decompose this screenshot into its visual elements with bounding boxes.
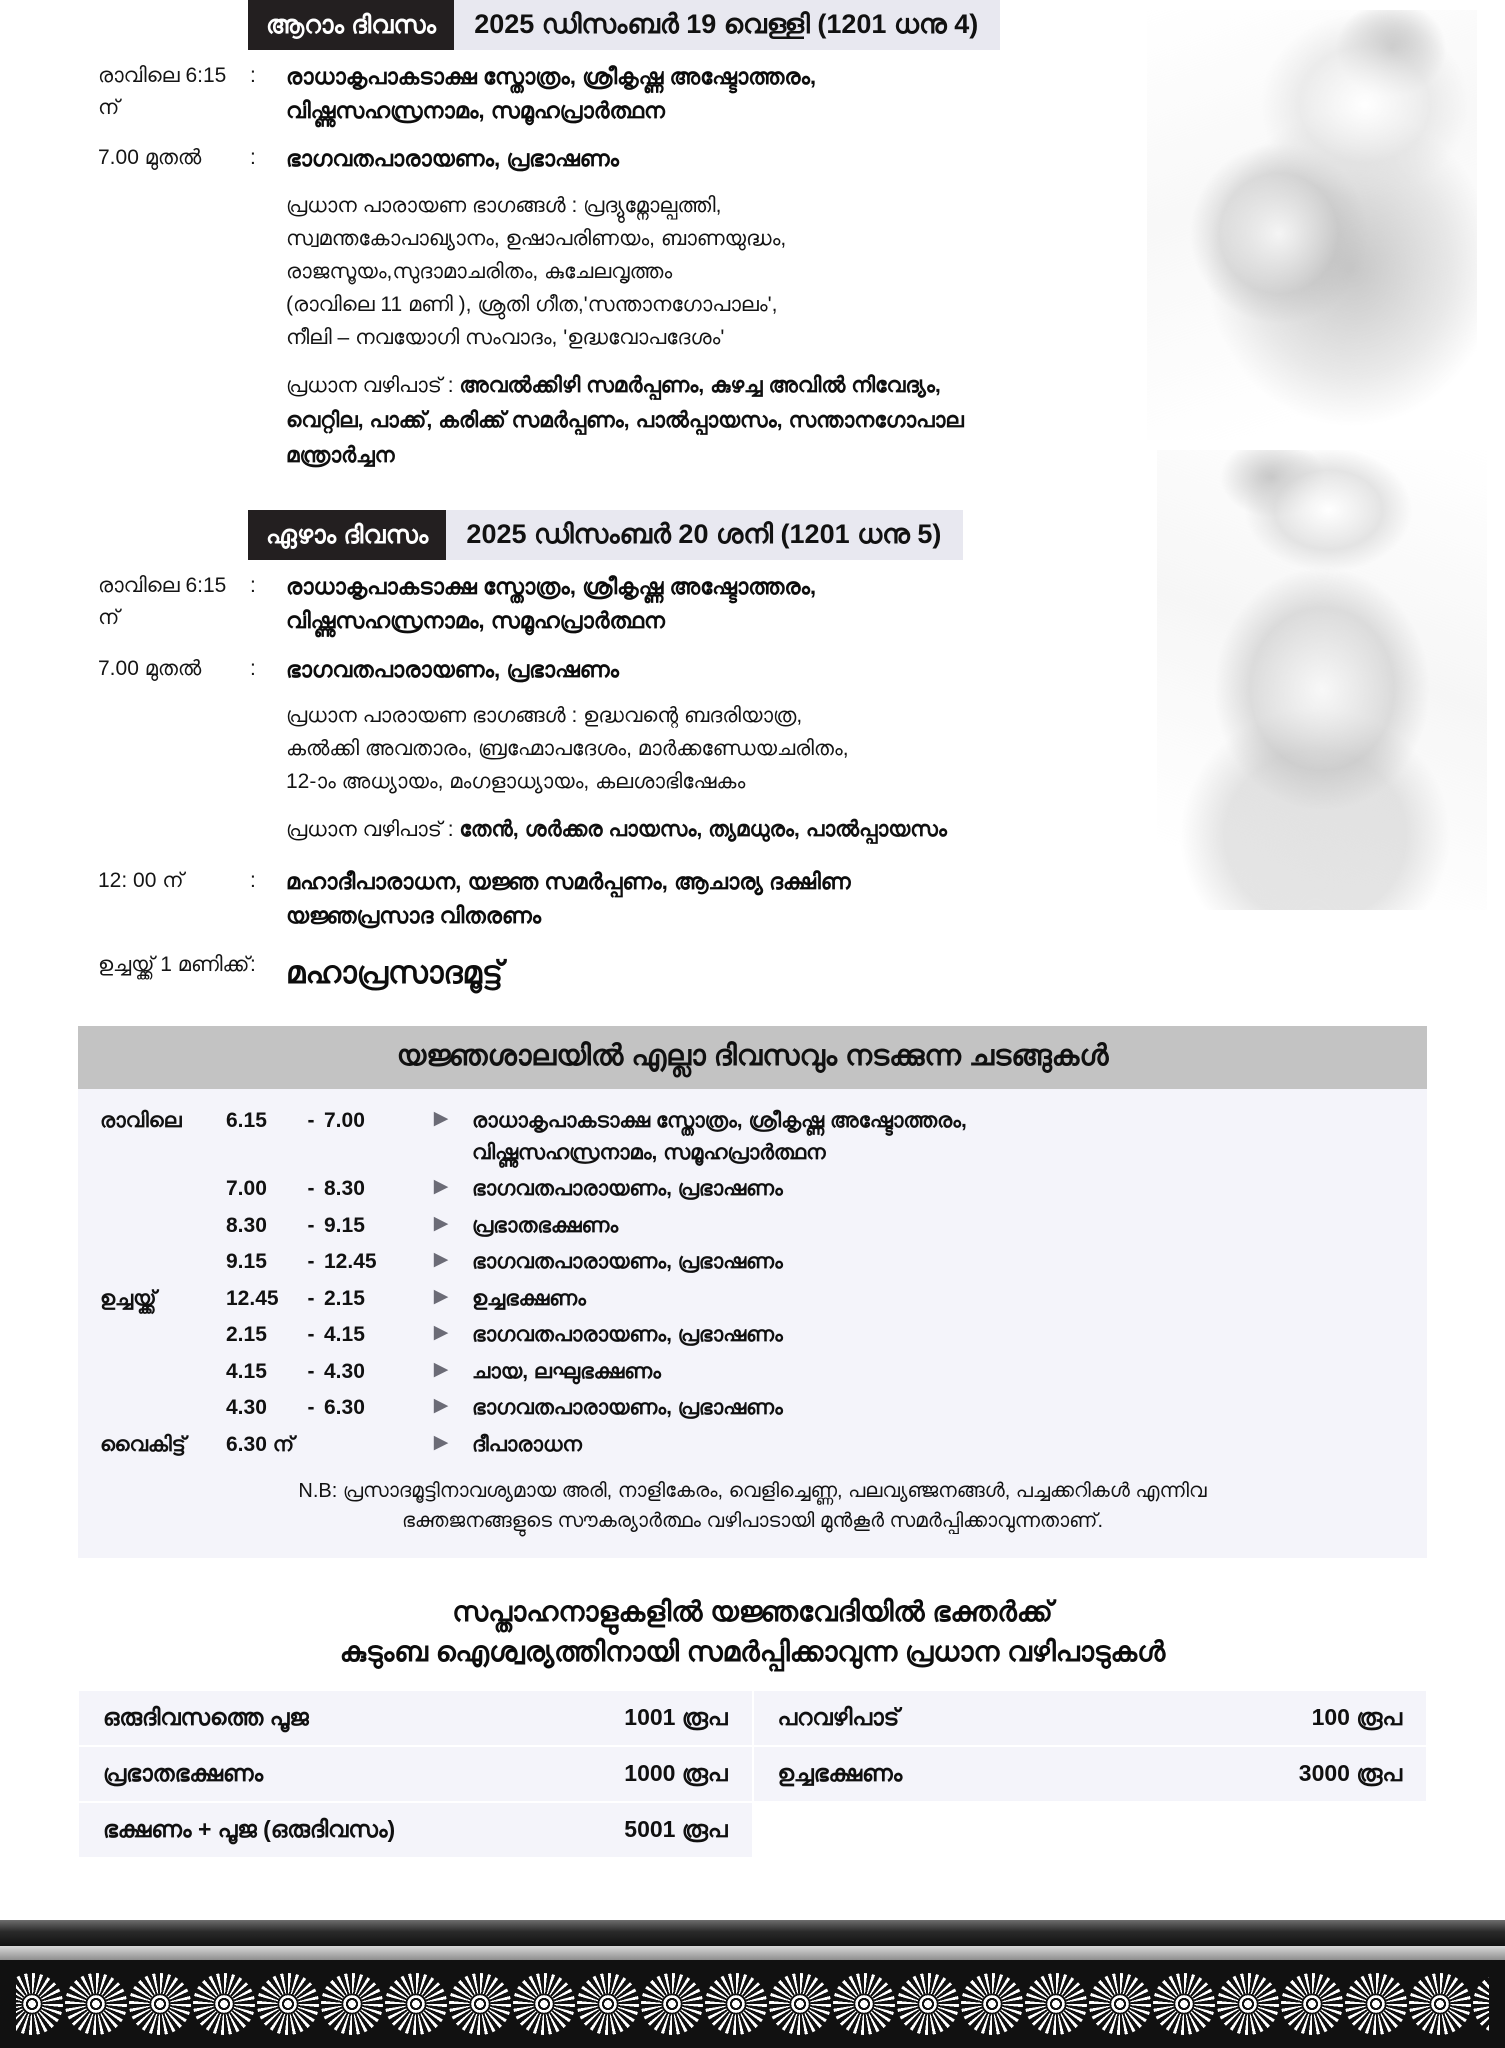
schedule-activity: ഭാഗവതപാരായണം, പ്രഭാഷണം <box>472 1177 783 1201</box>
day-seven-program <box>0 570 1505 996</box>
flower-motif-icon <box>1025 1973 1087 2035</box>
schedule-row <box>78 1105 1427 1168</box>
note-line1: N.B: പ്രസാദമൂട്ടിനാവശ്യമായ അരി, നാളികേരം, വെളിച്ചെണ്ണ, പലവ്യഞ്ജനങ്ങൾ, പച്ചക്കറികൾ എന്നിവ <box>298 1480 1207 1503</box>
offerings-heading-line2: കുടുംബ ഐശ്വര്യത്തിനായി സമർപ്പിക്കാവുന്ന പ്രധാന വഴിപാടുകൾ <box>339 1636 1166 1668</box>
arrow-right-icon: ▶ <box>433 1176 449 1198</box>
row-colon: : <box>250 953 256 977</box>
readings-line: നീലി – നവയോഗി സംവാദം, 'ഉദ്ധവോപദേശം' <box>286 326 725 350</box>
schedule-activity: ദീപാരാധന <box>472 1432 582 1456</box>
arrow-right-icon: ▶ <box>433 1322 449 1344</box>
schedule-time-from: 12.45 <box>226 1286 279 1310</box>
flower-motif-icon <box>193 1973 255 2035</box>
offering-label: പ്രധാന വഴിപാട് : <box>286 818 454 842</box>
row-desc-line2: വിഷ്ണുസഹസ്രനാമം, സമൂഹപ്രാർത്ഥന <box>286 608 665 634</box>
flower-motif-icon <box>769 1973 831 2035</box>
schedule-dash: - <box>307 1109 315 1133</box>
schedule-row <box>78 1356 1427 1388</box>
deco-light-strip <box>0 1946 1505 1960</box>
schedule-activity: ഭാഗവതപാരായണം, പ്രഭാഷണം <box>472 1396 783 1420</box>
flower-motif-icon <box>1089 1973 1151 2035</box>
schedule-activity-line2: വിഷ്ണുസഹസ്രനാമം, സമൂഹപ്രാർത്ഥന <box>472 1140 826 1164</box>
schedule-row <box>78 1210 1427 1242</box>
flower-motif-icon <box>385 1973 447 2035</box>
schedule-row <box>78 1319 1427 1351</box>
price-row <box>78 1802 753 1858</box>
program-row <box>0 865 1505 933</box>
row-desc <box>286 60 816 128</box>
price-name: പറവഴിപാട് <box>777 1703 900 1730</box>
day-six-program <box>0 60 1505 472</box>
schedule-time-to: 7.00 <box>324 1109 365 1133</box>
offering-block-seven <box>286 812 1046 847</box>
schedule-dash: - <box>307 1177 315 1201</box>
row-colon: : <box>250 64 256 87</box>
schedule-time-from: 9.15 <box>226 1250 267 1274</box>
price-row <box>753 1690 1428 1746</box>
flower-motif-icon <box>1153 1973 1215 2035</box>
schedule-row <box>78 1429 1427 1461</box>
day-date-seven: 2025 ഡിസംബർ 20 ശനി (1201 ധനു 5) <box>446 510 963 560</box>
schedule-time-from: 2.15 <box>226 1323 267 1347</box>
row-time: 12: 00 ന് <box>98 868 184 892</box>
flower-motif-icon <box>897 1973 959 2035</box>
day-header-seven <box>248 510 1505 560</box>
schedule-row <box>78 1246 1427 1278</box>
row-time: 7.00 മുതൽ <box>98 146 202 170</box>
schedule-time-to: 12.45 <box>324 1250 377 1274</box>
schedule-row <box>78 1173 1427 1205</box>
row-desc-line2: വിഷ്ണുസഹസ്രനാമം, സമൂഹപ്രാർത്ഥന <box>286 98 665 124</box>
schedule-row <box>78 1283 1427 1315</box>
schedule-dash: - <box>307 1286 315 1310</box>
program-row <box>0 142 1505 176</box>
daily-schedule-panel <box>78 1026 1427 1558</box>
arrow-right-icon: ▶ <box>433 1249 449 1271</box>
schedule-time-from: 7.00 <box>226 1177 267 1201</box>
price-value: 1001 രൂപ <box>624 1703 728 1730</box>
flower-motif-icon <box>449 1973 511 2035</box>
flower-motif-icon <box>961 1973 1023 2035</box>
offerings-heading-line1: സപ്താഹനാളുകളിൽ യജ്ഞവേദിയിൽ ഭക്തർക്ക് <box>452 1596 1053 1628</box>
offerings-heading <box>0 1592 1505 1672</box>
schedule-activity: ഉച്ചഭക്ഷണം <box>472 1286 586 1310</box>
readings-label: പ്രധാന പാരായണ ഭാഗങ്ങൾ : <box>286 193 578 217</box>
price-value: 1000 രൂപ <box>624 1759 728 1786</box>
price-name: ഉച്ചഭക്ഷണം <box>777 1759 903 1786</box>
flower-motif-icon <box>129 1973 191 2035</box>
flower-motif-icon <box>577 1973 639 2035</box>
schedule-time-from: 4.15 <box>226 1359 267 1383</box>
flower-motif-icon <box>1409 1973 1471 2035</box>
row-desc <box>286 570 816 638</box>
readings-block-six <box>286 189 986 355</box>
row-time: രാവിലെ 6:15 ന് <box>98 574 227 630</box>
row-desc: ഭാഗവതപാരായണം, പ്രഭാഷണം <box>286 656 619 682</box>
day-date-six: 2025 ഡിസംബർ 19 വെള്ളി (1201 ധനു 4) <box>454 0 1000 50</box>
deco-flower-strip <box>0 1960 1505 2048</box>
readings-block-seven <box>286 699 986 799</box>
row-colon: : <box>250 574 256 598</box>
schedule-activity: പ്രഭാതഭക്ഷണം <box>472 1213 619 1237</box>
readings-line: (രാവിലെ 11 മണി ), ശ്രുതി ഗീത,'സന്താനഗോപാലം', <box>286 293 778 317</box>
row-desc-line1: രാധാകൃപാകടാക്ഷ സ്തോത്രം, ശ്രീകൃഷ്ണ അഷ്ടോത്തരം, <box>286 574 817 600</box>
price-row-empty <box>753 1802 1428 1858</box>
readings-line: സ്വമന്തകോപാഖ്യാനം, ഉഷാപരിണയം, ബാണയുദ്ധം, <box>286 226 787 250</box>
daily-schedule-body <box>78 1089 1427 1558</box>
schedule-period: രാവിലെ <box>100 1109 182 1133</box>
arrow-right-icon: ▶ <box>433 1212 449 1234</box>
flower-motif-icon <box>257 1973 319 2035</box>
schedule-time-from: 6.30 ന് <box>226 1432 295 1456</box>
readings-line: 12-ാം അധ്യായം, മംഗളാധ്യായം, കലശാഭിഷേകം <box>286 770 746 794</box>
schedule-dash: - <box>307 1213 315 1237</box>
price-name: ഭക്ഷണം + പൂജ (ഒരുദിവസം) <box>103 1815 396 1842</box>
schedule-time-to: 8.30 <box>324 1177 365 1201</box>
offering-block-six <box>286 368 1046 472</box>
price-row <box>78 1746 753 1802</box>
readings-line: ഉദ്ധവന്റെ ബദരിയാത്ര, <box>583 703 803 727</box>
schedule-time-from: 6.15 <box>226 1109 267 1133</box>
flower-motif-icon <box>513 1973 575 2035</box>
schedule-period: വൈകിട്ട് <box>100 1432 186 1456</box>
price-name: പ്രഭാതഭക്ഷണം <box>103 1759 264 1786</box>
daily-schedule-title: യജ്ഞശാലയിൽ എല്ലാ ദിവസവും നടക്കുന്ന ചടങ്ങുകൾ <box>78 1026 1427 1089</box>
arrow-right-icon: ▶ <box>433 1431 449 1453</box>
schedule-dash: - <box>307 1250 315 1274</box>
flower-motif-icon <box>321 1973 383 2035</box>
arrow-right-icon: ▶ <box>433 1108 449 1130</box>
day-badge-six: ആറാം ദിവസം <box>248 0 454 50</box>
price-value: 100 രൂപ <box>1311 1703 1402 1730</box>
flower-motif-icon <box>1345 1973 1407 2035</box>
program-row <box>0 653 1505 687</box>
schedule-time-to: 4.15 <box>324 1323 365 1347</box>
price-row <box>78 1690 753 1746</box>
schedule-time-from: 4.30 <box>226 1396 267 1420</box>
readings-line: പ്രദ്യുമ്നോല്പത്തി, <box>583 193 722 217</box>
flower-motif-icon <box>833 1973 895 2035</box>
row-colon: : <box>250 868 256 892</box>
row-time: രാവിലെ 6:15 ന് <box>98 64 227 119</box>
price-row <box>753 1746 1428 1802</box>
schedule-note <box>112 1476 1393 1536</box>
schedule-dash: - <box>307 1323 315 1347</box>
deco-corner-right <box>1489 1960 1505 2048</box>
row-time: ഉച്ചയ്ക്ക് 1 മണിക്ക് <box>98 953 250 977</box>
row-desc <box>286 865 851 933</box>
schedule-period: ഉച്ചയ്ക്ക് <box>100 1286 157 1310</box>
row-desc-line1: മഹാദീപാരാധന, യജ്ഞ സമർപ്പണം, ആചാര്യ ദക്ഷിണ <box>286 868 851 894</box>
schedule-dash: - <box>307 1359 315 1383</box>
flower-motif-icon <box>1217 1973 1279 2035</box>
offering-line: അവൽക്കിഴി സമർപ്പണം, കുഴച്ച അവിൽ നിവേദ്യം, <box>459 373 941 398</box>
program-row <box>0 60 1505 128</box>
offering-line: വെറ്റില, പാക്ക്, കരിക്ക് സമർപ്പണം, പാൽപ്പായസം, സന്താനഗോപാല മന്ത്രാർച്ചന <box>286 408 964 467</box>
schedule-activity <box>472 1105 1427 1168</box>
day-header-six <box>248 0 1505 50</box>
deco-corner-left <box>0 1960 16 2048</box>
schedule-time-to: 4.30 <box>324 1359 365 1383</box>
bottom-decorative-border <box>0 1920 1505 2048</box>
offering-line: തേൻ, ശർക്കര പായസം, ത്യമധുരം, പാൽപ്പായസം <box>459 817 947 842</box>
row-time: 7.00 മുതൽ <box>98 656 202 680</box>
flower-motif-icon <box>641 1973 703 2035</box>
schedule-activity: ഭാഗവതപാരായണം, പ്രഭാഷണം <box>472 1323 783 1347</box>
note-line2: ഭക്തജനങ്ങളുടെ സൗകര്യാർത്ഥം വഴിപാടായി മുൻകൂർ സമർപ്പിക്കാവുന്നതാണ്. <box>401 1510 1104 1533</box>
price-value: 3000 രൂപ <box>1298 1759 1402 1786</box>
schedule-time-to: 2.15 <box>324 1286 365 1310</box>
day-badge-seven: ഏഴാം ദിവസം <box>248 510 446 560</box>
schedule-time-to: 9.15 <box>324 1213 365 1237</box>
offering-label: പ്രധാന വഴിപാട് : <box>286 374 454 398</box>
schedule-time-to: 6.30 <box>324 1396 365 1420</box>
price-value: 5001 രൂപ <box>624 1815 728 1842</box>
arrow-right-icon: ▶ <box>433 1395 449 1417</box>
price-name: ഒരുദിവസത്തെ പൂജ <box>103 1703 309 1730</box>
schedule-time-from: 8.30 <box>226 1213 267 1237</box>
program-row <box>0 570 1505 638</box>
program-row-final <box>0 949 1505 996</box>
flower-motif-icon <box>65 1973 127 2035</box>
schedule-activity-line1: രാധാകൃപാകടാക്ഷ സ്തോത്രം, ശ്രീകൃഷ്ണ അഷ്ടോത്തരം, <box>472 1109 967 1133</box>
arrow-right-icon: ▶ <box>433 1285 449 1307</box>
deco-dark-bar <box>0 1920 1505 1946</box>
schedule-activity: ഭാഗവതപാരായണം, പ്രഭാഷണം <box>472 1250 783 1274</box>
schedule-row <box>78 1392 1427 1424</box>
readings-label: പ്രധാന പാരായണ ഭാഗങ്ങൾ : <box>286 703 578 727</box>
row-desc-maha-prasadam: മഹാപ്രസാദമൂട്ട് <box>286 955 503 991</box>
row-colon: : <box>250 656 256 680</box>
arrow-right-icon: ▶ <box>433 1358 449 1380</box>
readings-line: രാജസൂയം,സുദാമാചരിതം, കുചേലവൃത്തം <box>286 259 673 283</box>
flower-motif-icon <box>705 1973 767 2035</box>
row-desc-line1: രാധാകൃപാകടാക്ഷ സ്തോത്രം, ശ്രീകൃഷ്ണ അഷ്ടോത്തരം, <box>286 64 817 89</box>
schedule-dash: - <box>307 1396 315 1420</box>
flower-motif-icon <box>1281 1973 1343 2035</box>
row-desc-line2: യജ്ഞപ്രസാദ വിതരണം <box>286 903 542 929</box>
row-colon: : <box>250 146 256 170</box>
schedule-activity: ചായ, ലഘുഭക്ഷണം <box>472 1359 661 1383</box>
readings-line: കൽക്കി അവതാരം, ബ്രഹ്മോപദേശം, മാർക്കണ്ഡേയചരിതം, <box>286 736 849 760</box>
row-desc: ഭാഗവതപാരായണം, പ്രഭാഷണം <box>286 146 619 172</box>
offerings-price-table <box>78 1690 1427 1858</box>
